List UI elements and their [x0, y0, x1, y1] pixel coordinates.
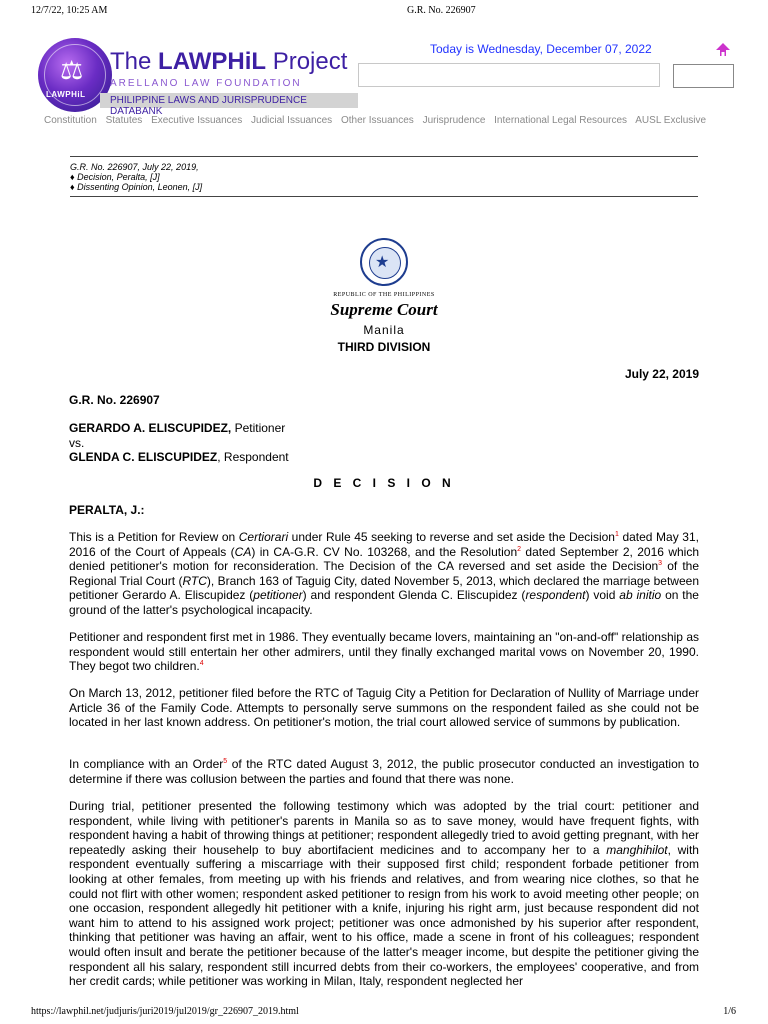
scales-of-justice-icon: ⚖ — [60, 56, 84, 86]
print-url: https://lawphil.net/judjuris/juri2019/jul2019/gr_226907_2019.html — [31, 1006, 299, 1017]
case-title-link[interactable]: G.R. No. 226907, July 22, 2019, — [70, 162, 199, 172]
nav-executive-issuances[interactable]: Executive Issuances — [151, 115, 243, 126]
nav-international-legal-resources[interactable]: International Legal Resources — [494, 115, 628, 126]
home-arrow-icon[interactable] — [715, 42, 731, 58]
print-page-number: 1/6 — [723, 1006, 736, 1017]
print-title: G.R. No. 226907 — [407, 5, 476, 16]
nav-constitution[interactable]: Constitution — [44, 115, 97, 126]
republic-label: REPUBLIC OF THE PHILIPPINES — [333, 292, 435, 298]
paragraph-1: This is a Petition for Review on Certiorari under Rule 45 seeking to reverse and set aside the Decision$^1$ dated May 31, 2016 of the Court of Appeals (CA) in CA-G.R. CV No. 103268, and the Resolution$^2$ dated September 2, 2016 which denied petitioner's motion for reconsideration. The Decision of the CA reversed and set aside the Decision$^3$ of the Regional Trial Court (RTC), Branch 163 of Taguig City, dated November 5, 2013, which declared the marriage between petitioner Gerardo A. Eliscupidez (petitioner) and respondent Glenda C. Eliscupidez (respondent) void ab initio on the ground of the latter's psychological incapacity. — [69, 530, 700, 617]
print-footer — [0, 1002, 768, 1024]
footnote-1-link[interactable]: 1 — [614, 531, 619, 538]
print-header — [0, 0, 768, 22]
dissent-link[interactable]: ♦ Dissenting Opinion, Leonen, [J] — [70, 182, 203, 192]
case-parties: GERARDO A. ELISCUPIDEZ, Petitioner vs. GLENDA C. ELISCUPIDEZ, Respondent — [69, 421, 289, 464]
databank-label: PHILIPPINE LAWS AND JURISPRUDENCE DATABANK — [110, 95, 307, 117]
decision-heading: D E C I S I O N — [313, 476, 455, 490]
paragraph-2: Petitioner and respondent first met in 1986. They eventually became lovers, maintaining an "on-and-off" relationship as respondent would still entertain her other admirers, until they finally exchanged marital vows on November 20, 1990. They begot two children.$^4$ — [69, 630, 699, 674]
divider — [70, 196, 698, 197]
search-box[interactable] — [673, 64, 734, 88]
nav-jurisprudence[interactable]: Jurisprudence — [422, 115, 486, 126]
seal-label: LAWPHiL — [46, 90, 86, 99]
decision-link[interactable]: ♦ Decision, Peralta, [J] — [70, 172, 160, 182]
supreme-court-seal-icon: ★ — [360, 238, 408, 286]
paragraph-4: In compliance with an Order$^5$ of the RTC dated August 3, 2012, the public prosecutor conducted an investigation to determine if there was collusion between the parties and found that there was none. — [69, 757, 699, 786]
foundation-name: ARELLANO LAW FOUNDATION — [110, 78, 302, 89]
ponente: PERALTA, J.: — [69, 503, 145, 517]
decision-date: July 22, 2019 — [624, 367, 699, 381]
search-bar[interactable] — [358, 63, 660, 87]
case-links — [70, 162, 202, 192]
division-name: THIRD DIVISION — [337, 340, 431, 354]
petitioner-name: GERARDO A. ELISCUPIDEZ, — [69, 421, 232, 435]
court-city: Manila — [363, 323, 405, 337]
paragraph-5: During trial, petitioner presented the following testimony which was adopted by the trial court: petitioner and respondent, while living with petitioner's parents in Manila so as to save money, would have frequent fights, with respondent having a habit of throwing things at petitioner; respondent allegedly tried to avoid getting pregnant, with her repeatedly asking their househelp to buy abortifacient medicines and to accompany her to a manghihilot, with respondent eventually suffering a miscarriage with their supposed first child; respondent forbade petitioner from looking at other females, from meeting up with his friends and relatives, and from wearing nice clothes, so that he could not flirt with other women; respondent asked petitioner to resign from his work to avoid meeting other people; on one occasion, respondent allegedly hit petitioner with a knife, injuring his right arm, just because respondent did not want him to attend to his assigned work project; petitioner was once admonished by his superior after respondent, thinking that petitioner was having an affair, went to his office, made a scene in front of his colleagues; respondent would often insult and berate the petitioner because of the latter's meager income, but despite the petitioner giving the respondent all his salary, respondent still incurred debts from their co-workers, the employees' cooperative, and from her credit cards; while petitioner was working in Milan, Italy, respondent neglected her — [69, 799, 699, 989]
footnote-3-link[interactable]: 3 — [658, 560, 663, 568]
gr-number: G.R. No. 226907 — [69, 393, 160, 407]
print-datetime: 12/7/22, 10:25 AM — [31, 5, 108, 16]
paragraph-3: On March 13, 2012, petitioner filed before the RTC of Taguig City a Petition for Declaration of Nullity of Marriage under Article 36 of the Family Code. Attempts to personally serve summons on the respondent failed as she could not be located in her last known address. On petitioner's motion, the trial court allowed service of summons by publication. — [69, 686, 699, 730]
footnote-5-link[interactable]: 5 — [223, 758, 228, 765]
footnote-4-link[interactable]: 4 — [199, 660, 204, 668]
versus: vs. — [69, 435, 85, 450]
site-title: The LAWPHiL Project — [110, 48, 348, 75]
nav-judicial-issuances[interactable]: Judicial Issuances — [251, 115, 333, 126]
main-nav — [44, 115, 712, 126]
nav-statutes[interactable]: Statutes — [105, 115, 143, 126]
footnote-2-link[interactable]: 2 — [517, 545, 522, 553]
today-date: Today is Wednesday, December 07, 2022 — [430, 42, 652, 56]
court-name: Supreme Court — [330, 300, 438, 319]
respondent-name: GLENDA C. ELISCUPIDEZ — [69, 450, 218, 464]
nav-other-issuances[interactable]: Other Issuances — [340, 115, 414, 126]
lawphil-logo[interactable] — [38, 38, 358, 117]
nav-ausl-exclusive[interactable]: AUSL Exclusive — [635, 115, 707, 126]
divider — [70, 156, 698, 157]
